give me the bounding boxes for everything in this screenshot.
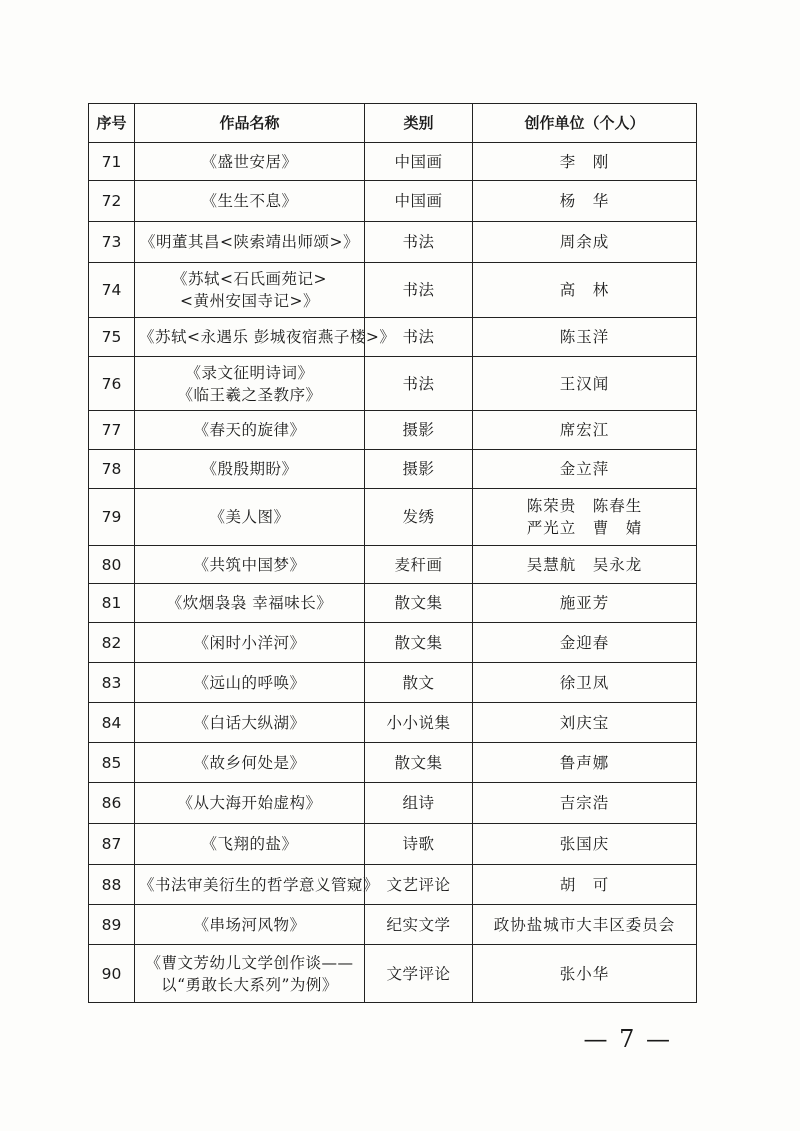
author-line: 徐卫凤 — [559, 673, 610, 692]
author-line: 金迎春 — [559, 633, 610, 652]
cell-author — [473, 584, 697, 623]
cell-no: 85 — [89, 743, 135, 783]
title-line: 《闲时小洋河》 — [193, 633, 306, 652]
title-line: 《从大海开始虚构》 — [177, 794, 322, 812]
cell-category: 书法 — [365, 222, 473, 263]
table-body — [89, 143, 697, 1003]
table-row — [89, 450, 697, 489]
cell-title — [135, 743, 365, 783]
cell-category: 小小说集 — [365, 703, 473, 743]
title-line: 《故乡何处是》 — [193, 753, 306, 772]
cell-no: 88 — [89, 865, 135, 905]
cell-author — [473, 865, 697, 905]
table-row — [89, 489, 697, 546]
author-line: 周余成 — [559, 233, 610, 251]
cell-category: 纪实文学 — [365, 905, 473, 945]
cell-no: 72 — [89, 181, 135, 222]
cell-title — [135, 703, 365, 743]
cell-category: 书法 — [365, 318, 473, 357]
title-line: 《临王羲之圣教序》 — [177, 385, 322, 404]
cell-no: 89 — [89, 905, 135, 945]
cell-category: 文学评论 — [365, 945, 473, 1003]
title-line: <黄州安国寺记>》 — [180, 292, 319, 310]
table-row — [89, 143, 697, 181]
author-line: 吴慧航 吴永龙 — [526, 555, 643, 574]
cell-no: 76 — [89, 357, 135, 411]
cell-no: 74 — [89, 263, 135, 318]
title-line: 《炊烟袅袅 幸福味长》 — [166, 594, 333, 612]
author-line: 刘庆宝 — [559, 713, 610, 732]
cell-title — [135, 181, 365, 222]
title-line: 《录文征明诗词》 — [185, 363, 314, 382]
cell-title — [135, 783, 365, 824]
cell-no: 80 — [89, 546, 135, 584]
cell-title — [135, 263, 365, 318]
table-row — [89, 945, 697, 1003]
author-line: 王汉闻 — [559, 374, 610, 393]
table-row — [89, 905, 697, 945]
table-row — [89, 663, 697, 703]
author-line: 陈荣贵 陈春生 — [526, 497, 643, 515]
header-no: 序号 — [89, 104, 135, 143]
cell-author — [473, 703, 697, 743]
cell-author — [473, 318, 697, 357]
cell-author — [473, 143, 697, 181]
author-line: 政协盐城市大丰区委员会 — [493, 915, 676, 934]
cell-title — [135, 318, 396, 357]
cell-author — [473, 743, 697, 783]
author-line: 陈玉洋 — [559, 328, 610, 346]
header-title: 作品名称 — [135, 104, 365, 143]
cell-no: 84 — [89, 703, 135, 743]
cell-no: 82 — [89, 623, 135, 663]
cell-title — [135, 489, 365, 546]
cell-no: 90 — [89, 945, 135, 1003]
table-row — [89, 411, 697, 450]
table-row — [89, 318, 697, 357]
cell-no: 83 — [89, 663, 135, 703]
table-row — [89, 824, 697, 865]
cell-category: 摄影 — [365, 450, 473, 489]
title-line: 《生生不息》 — [201, 192, 298, 210]
cell-category: 组诗 — [365, 783, 473, 824]
title-line: 《苏轼<永遇乐 彭城夜宿燕子楼>》 — [139, 328, 396, 346]
author-line: 杨 华 — [559, 192, 610, 210]
cell-category: 中国画 — [365, 143, 473, 181]
author-line: 胡 可 — [559, 875, 610, 894]
cell-author — [473, 411, 697, 450]
author-line: 施亚芳 — [559, 594, 610, 612]
table-header-row — [89, 104, 697, 143]
table-row — [89, 181, 697, 222]
table-row — [89, 222, 697, 263]
cell-no: 73 — [89, 222, 135, 263]
cell-title — [135, 945, 365, 1003]
cell-author — [473, 181, 697, 222]
cell-author — [473, 824, 697, 865]
table-row — [89, 357, 697, 411]
cell-author — [473, 905, 697, 945]
cell-author — [473, 663, 697, 703]
cell-title — [135, 824, 365, 865]
cell-category: 散文集 — [365, 623, 473, 663]
title-line: 《飞翔的盐》 — [201, 835, 298, 853]
table-row — [89, 623, 697, 663]
author-line: 李 刚 — [559, 152, 610, 171]
cell-title — [135, 143, 365, 181]
author-line: 鲁声娜 — [559, 753, 610, 772]
author-line: 金立萍 — [559, 460, 610, 478]
cell-title — [135, 623, 365, 663]
title-line: 《曹文芳幼儿文学创作谈—— — [145, 953, 354, 972]
cell-category: 散文 — [365, 663, 473, 703]
cell-author — [473, 263, 697, 318]
table-row — [89, 703, 697, 743]
title-line: 《殷殷期盼》 — [201, 460, 298, 478]
cell-author — [473, 546, 697, 584]
title-line: 《串场河风物》 — [193, 915, 306, 934]
cell-title — [135, 905, 365, 945]
table-row — [89, 546, 697, 584]
title-line: 《共筑中国梦》 — [193, 555, 306, 574]
cell-category: 书法 — [365, 357, 473, 411]
title-line: 《书法审美衍生的哲学意义管窥》 — [139, 875, 380, 894]
title-line: 《美人图》 — [209, 508, 290, 526]
page-number: — 7 — — [583, 1025, 672, 1053]
cell-category: 摄影 — [365, 411, 473, 450]
cell-author — [473, 450, 697, 489]
author-line: 高 林 — [559, 281, 610, 299]
cell-category: 散文集 — [365, 584, 473, 623]
cell-no: 86 — [89, 783, 135, 824]
cell-title — [135, 584, 365, 623]
header-author: 创作单位（个人） — [473, 104, 697, 143]
author-line: 席宏江 — [559, 421, 610, 439]
author-line: 张小华 — [559, 964, 610, 983]
cell-category: 麦秆画 — [365, 546, 473, 584]
table-row — [89, 865, 697, 905]
author-line: 张国庆 — [559, 835, 610, 853]
cell-no: 78 — [89, 450, 135, 489]
cell-no: 71 — [89, 143, 135, 181]
title-line: 《远山的呼唤》 — [193, 673, 306, 692]
cell-category: 书法 — [365, 263, 473, 318]
cell-category: 中国画 — [365, 181, 473, 222]
author-line: 严光立 曹 婧 — [526, 519, 643, 537]
cell-author — [473, 945, 697, 1003]
cell-title — [135, 411, 365, 450]
author-line: 吉宗浩 — [559, 794, 610, 812]
table-row — [89, 584, 697, 623]
award-list-table — [88, 103, 697, 1003]
cell-author — [473, 357, 697, 411]
cell-no: 87 — [89, 824, 135, 865]
cell-author — [473, 623, 697, 663]
title-line: 《苏轼<石氏画苑记> — [172, 270, 327, 288]
cell-title — [135, 546, 365, 584]
cell-title — [135, 663, 365, 703]
title-line: 以“勇敢长大系列”为例》 — [161, 975, 338, 994]
cell-category: 诗歌 — [365, 824, 473, 865]
cell-author — [473, 489, 697, 546]
cell-no: 75 — [89, 318, 135, 357]
cell-title — [135, 450, 365, 489]
title-line: 《白话大纵湖》 — [193, 713, 306, 732]
cell-no: 79 — [89, 489, 135, 546]
cell-category: 散文集 — [365, 743, 473, 783]
title-line: 《盛世安居》 — [201, 152, 298, 171]
table-row — [89, 783, 697, 824]
cell-category: 发绣 — [365, 489, 473, 546]
cell-no: 81 — [89, 584, 135, 623]
table-row — [89, 743, 697, 783]
cell-category: 文艺评论 — [365, 865, 473, 905]
cell-no: 77 — [89, 411, 135, 450]
title-line: 《明董其昌<陕索靖出师颂>》 — [140, 233, 359, 251]
cell-title — [135, 865, 380, 905]
cell-title — [135, 357, 365, 411]
cell-title — [135, 222, 365, 263]
table-row — [89, 263, 697, 318]
title-line: 《春天的旋律》 — [193, 421, 306, 439]
header-category: 类别 — [365, 104, 473, 143]
cell-author — [473, 783, 697, 824]
cell-author — [473, 222, 697, 263]
